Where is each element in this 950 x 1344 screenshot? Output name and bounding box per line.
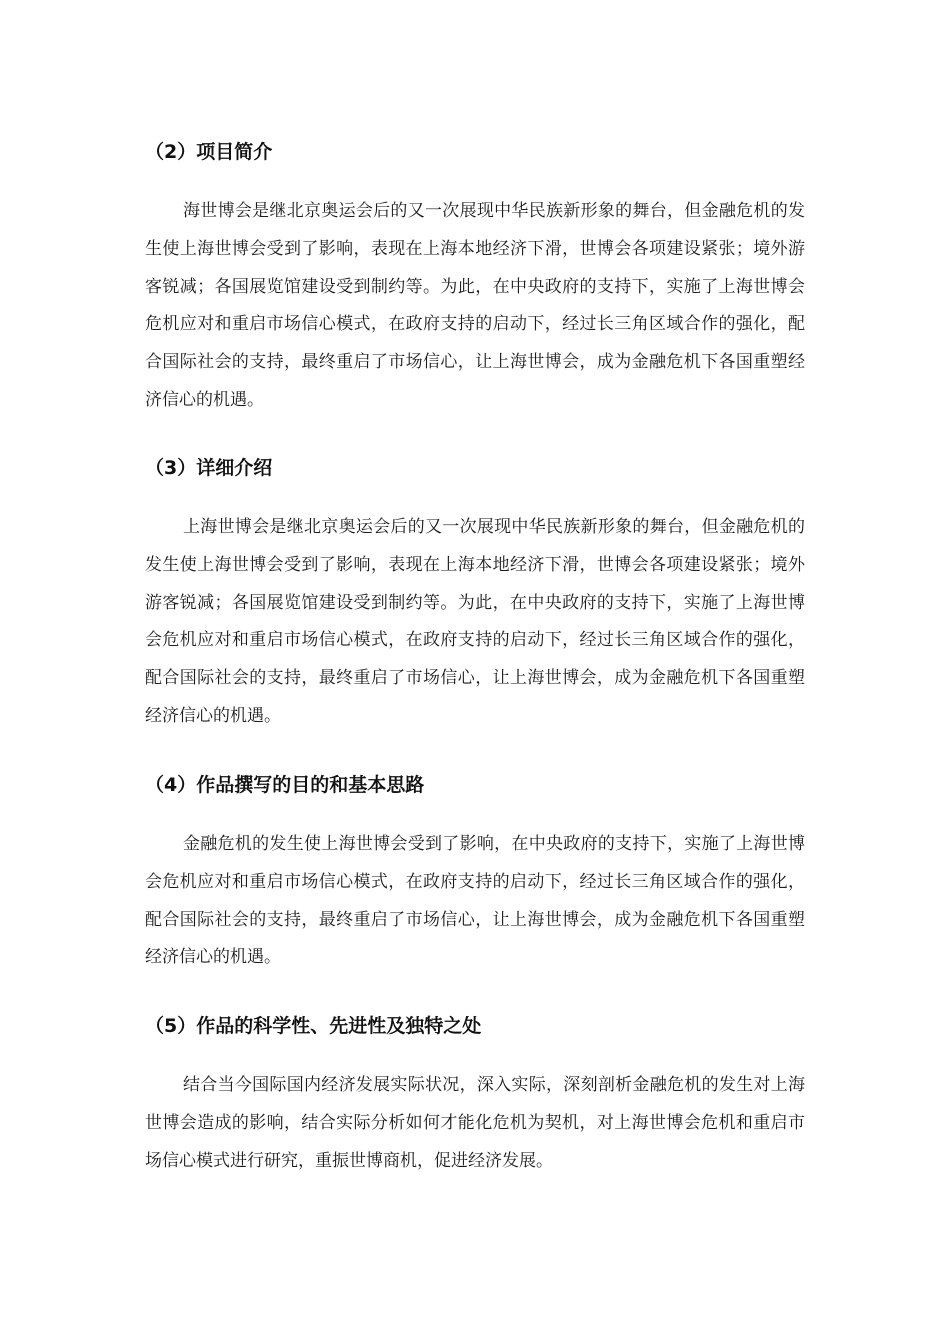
section-paragraph: 结合当今国际国内经济发展实际状况，深入实际，深刻剖析金融危机的发生对上海世博会造成的影响，结合实际分析如何才能化危机为契机，对上海世博会危机和重启市场信心模式进行研究，重振世博商机，促进经济发展。 (145, 1075, 805, 1171)
section-heading: （4）作品撰写的目的和基本思路 (145, 774, 425, 796)
section-paragraph: 金融危机的发生使上海世博会受到了影响，在中央政府的支持下，实施了上海世博会危机应对和重启市场信心模式，在政府支持的启动下，经过长三角区域合作的强化，配合国际社会的支持，最终重启了市场信心，让上海世博会，成为金融危机下各国重塑经济信心的机遇。 (145, 834, 805, 968)
section-purpose-and-approach (145, 772, 805, 977)
section-heading: （3）详细介绍 (145, 457, 273, 479)
section-heading: （5）作品的科学性、先进性及独特之处 (145, 1015, 482, 1037)
section-project-summary (145, 139, 805, 420)
section-paragraph: 海世博会是继北京奥运会后的又一次展现中华民族新形象的舞台，但金融危机的发生使上海世博会受到了影响，表现在上海本地经济下滑，世博会各项建设紧张；境外游客锐减；各国展览馆建设受到制约等。为此，在中央政府的支持下，实施了上海世博会危机应对和重启市场信心模式，在政府支持的启动下，经过长三角区域合作的强化，配合国际社会的支持，最终重启了市场信心，让上海世博会，成为金融危机下各国重塑经济信心的机遇。 (145, 201, 805, 410)
section-detailed-introduction (145, 455, 805, 736)
section-scientific-merit (145, 1013, 805, 1180)
section-paragraph: 上海世博会是继北京奥运会后的又一次展现中华民族新形象的舞台，但金融危机的发生使上海世博会受到了影响，表现在上海本地经济下滑，世博会各项建设紧张；境外游客锐减；各国展览馆建设受到制约等。为此，在中央政府的支持下，实施了上海世博会危机应对和重启市场信心模式，在政府支持的启动下，经过长三角区域合作的强化，配合国际社会的支持，最终重启了市场信心，让上海世博会，成为金融危机下各国重塑经济信心的机遇。 (145, 517, 805, 726)
section-heading: （2）项目简介 (145, 141, 273, 163)
